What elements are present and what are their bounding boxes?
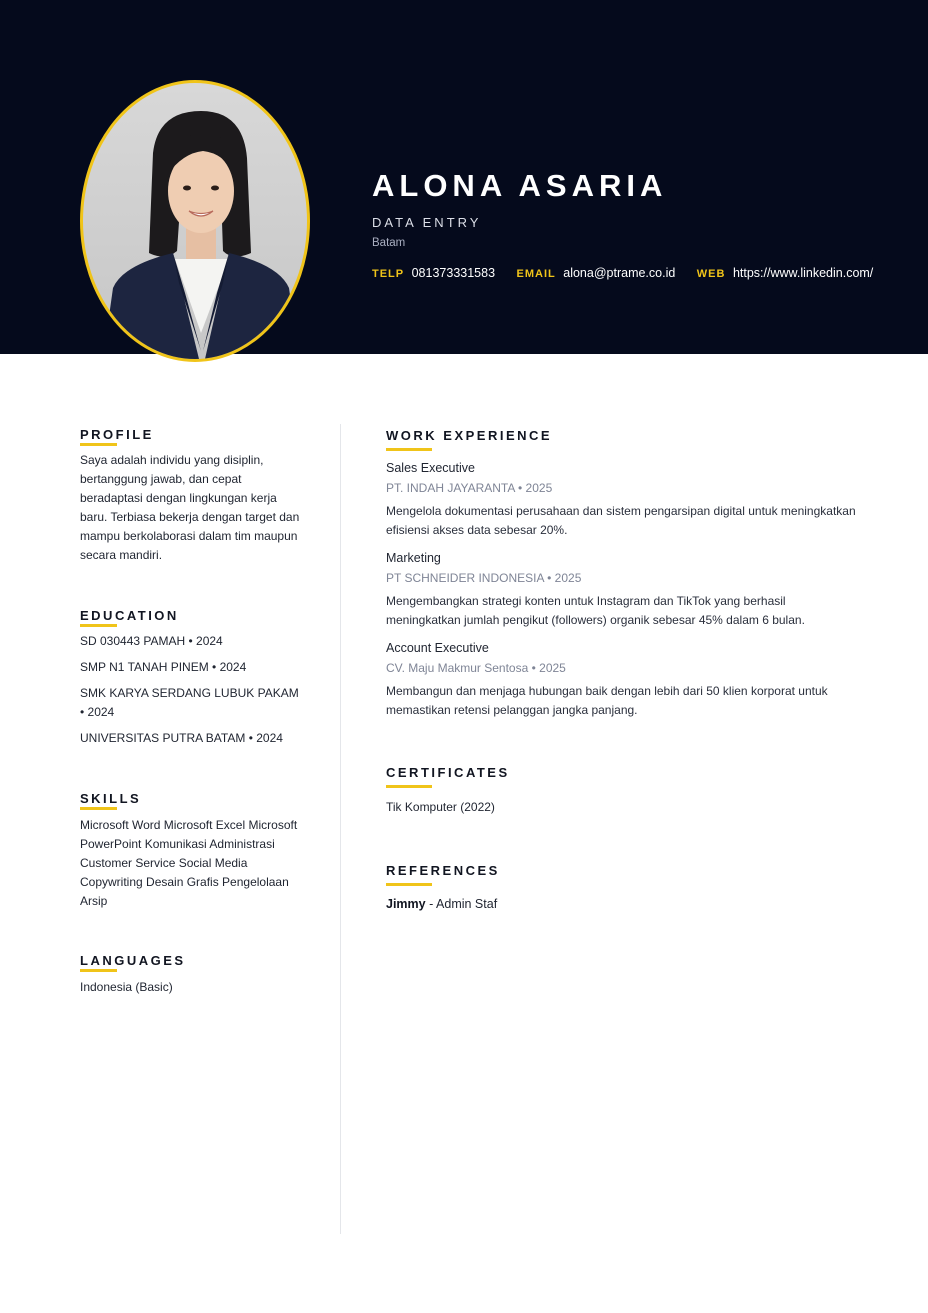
skills-underline bbox=[80, 807, 117, 810]
languages-underline bbox=[80, 969, 117, 972]
contact-web-link[interactable]: https://www.linkedin.com/ bbox=[732, 266, 874, 280]
job-title: Sales Executive bbox=[386, 461, 475, 475]
contact-bar bbox=[372, 266, 891, 280]
job-meta: PT. INDAH JAYARANTA • 2025 bbox=[386, 481, 553, 495]
profile-underline bbox=[80, 443, 117, 446]
profile-heading: PROFILE bbox=[80, 427, 154, 442]
education-item: SMP N1 TANAH PINEM • 2024 bbox=[80, 660, 247, 674]
certificates-heading: CERTIFICATES bbox=[386, 765, 510, 780]
candidate-role: DATA ENTRY bbox=[372, 215, 482, 230]
contact-email-label: EMAIL bbox=[516, 268, 556, 280]
candidate-name: ALONA ASARIA bbox=[372, 168, 668, 203]
contact-phone bbox=[372, 266, 495, 280]
reference-item bbox=[386, 897, 497, 911]
education-heading: EDUCATION bbox=[80, 608, 179, 623]
contact-phone-value: 081373331583 bbox=[411, 266, 496, 280]
contact-phone-label: TELP bbox=[372, 268, 405, 280]
languages-text: Indonesia (Basic) bbox=[80, 980, 173, 994]
languages-heading: LANGUAGES bbox=[80, 953, 186, 968]
resume-header bbox=[0, 0, 928, 354]
job-title: Account Executive bbox=[386, 641, 489, 655]
contact-email-value[interactable]: alona@ptrame.co.id bbox=[563, 266, 676, 280]
skills-text: Microsoft Word Microsoft Excel Microsoft PowerPoint Komunikasi Administrasi Customer Service Social Media Copywriting Desain Grafis Pengelolaan Arsip bbox=[80, 818, 298, 908]
education-list bbox=[80, 632, 300, 755]
job-title: Marketing bbox=[386, 551, 441, 565]
contact-email[interactable] bbox=[517, 266, 676, 280]
references-underline bbox=[386, 883, 432, 886]
column-divider bbox=[340, 424, 341, 1234]
contact-web[interactable] bbox=[697, 266, 874, 280]
references-heading: REFERENCES bbox=[386, 863, 500, 878]
candidate-city: Batam bbox=[372, 237, 406, 249]
profile-photo bbox=[80, 80, 310, 362]
education-underline bbox=[80, 624, 117, 627]
reference-role: - Admin Staf bbox=[425, 897, 498, 911]
education-item: SMK KARYA SERDANG LUBUK PAKAM • 2024 bbox=[80, 686, 299, 719]
job-description: Mengembangkan strategi konten untuk Instagram dan TikTok yang berhasil meningkatkan jumlah pengikut (followers) organik sebesar 45% dalam 6 bulan. bbox=[386, 594, 805, 627]
education-item: UNIVERSITAS PUTRA BATAM • 2024 bbox=[80, 731, 283, 745]
job-description: Mengelola dokumentasi perusahaan dan sistem pengarsipan digital untuk meningkatkan efisiensi akses data sebesar 20%. bbox=[386, 504, 856, 537]
profile-text: Saya adalah individu yang disiplin, bertanggung jawab, dan cepat beradaptasi dengan lingkungan kerja baru. Terbiasa bekerja dengan target dan mampu berkolaborasi dalam tim maupun secara mandiri. bbox=[80, 453, 300, 562]
work-heading: WORK EXPERIENCE bbox=[386, 428, 553, 443]
contact-web-label: WEB bbox=[696, 268, 726, 280]
certificates-underline bbox=[386, 785, 432, 788]
job-meta: PT SCHNEIDER INDONESIA • 2025 bbox=[386, 571, 582, 585]
reference-name: Jimmy bbox=[386, 897, 426, 911]
work-underline bbox=[386, 448, 432, 451]
certificate-item: Tik Komputer (2022) bbox=[386, 800, 495, 814]
portrait-illustration bbox=[83, 83, 307, 359]
job-description: Membangun dan menjaga hubungan baik dengan lebih dari 50 klien korporat untuk memastikan retensi pelanggan jangka panjang. bbox=[386, 684, 828, 717]
education-item: SD 030443 PAMAH • 2024 bbox=[80, 634, 223, 648]
job-meta: CV. Maju Makmur Sentosa • 2025 bbox=[386, 661, 566, 675]
skills-heading: SKILLS bbox=[80, 791, 142, 806]
